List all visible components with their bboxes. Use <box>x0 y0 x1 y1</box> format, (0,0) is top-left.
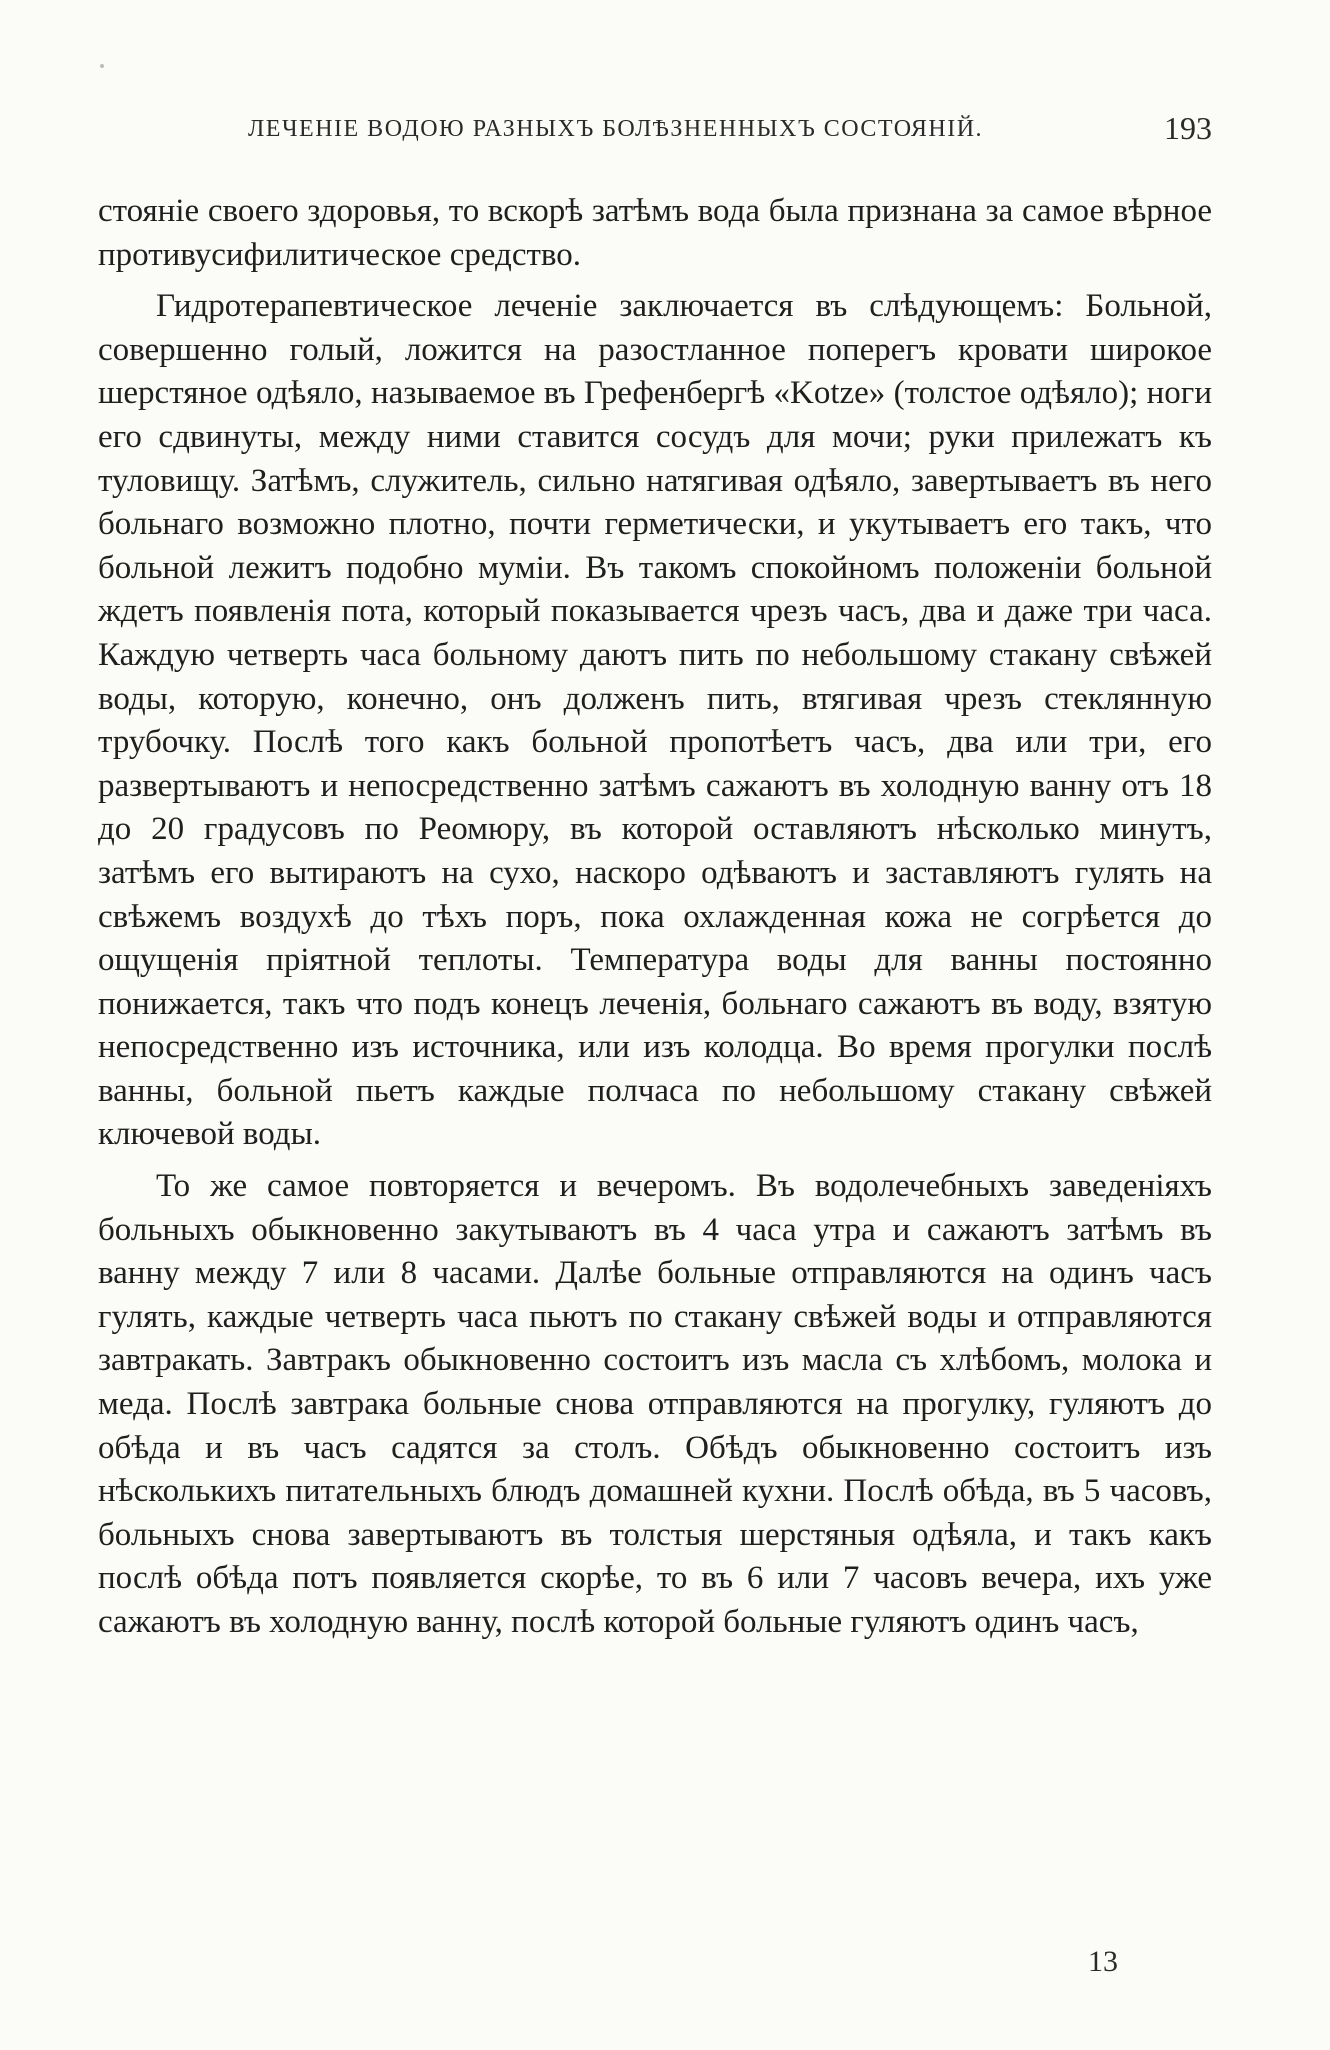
book-page <box>98 110 1212 1653</box>
running-head <box>248 110 1212 154</box>
signature-mark: 13 <box>1088 1945 1118 1978</box>
scan-speck <box>100 64 104 68</box>
paragraph: Гидротерапевтическое леченіе заключается въ слѣдующемъ: Больной, совершенно голый, ложится на разостланное поперегъ кровати широкое шерстяное одѣяло, называемое въ Грефенбергѣ «Kotze» (толстое одѣяло); ноги его сдвинуты, между ними ставится сосудъ для мочи; руки прилежатъ къ туловищу. Затѣмъ, служитель, сильно натягивая одѣяло, завертываетъ въ него больнаго возможно плотно, почти герметически, и укутываетъ его такъ, что больной лежитъ подобно муміи. Въ такомъ спокойномъ положеніи больной ждетъ появленія пота, который показывается чрезъ часъ, два и даже три часа. Каждую четверть часа больному даютъ пить по небольшому стакану свѣжей воды, которую, конечно, онъ долженъ пить, втягивая чрезъ стеклянную трубочку. Послѣ того какъ больной пропотѣетъ часъ, два или три, его развертываютъ и непосредственно затѣмъ сажаютъ въ холодную ванну отъ 18 до 20 градусовъ по Реомюру, въ которой оставляютъ нѣсколько минутъ, затѣмъ его вытираютъ на сухо, наскоро одѣваютъ и заставляютъ гулять на свѣжемъ воздухѣ до тѣхъ поръ, пока охлажденная кожа не согрѣется до ощущенія пріятной теплоты. Температура воды для ванны постоянно понижается, такъ что подъ конецъ леченія, больнаго сажаютъ въ воду, взятую непосредственно изъ источника, или изъ колодца. Во время прогулки послѣ ванны, больной пьетъ каждые полчаса по небольшому стакану свѣжей ключевой воды. <box>98 288 1212 1153</box>
page-number: 193 <box>1164 110 1212 146</box>
paragraph-continued: стояніе своего здоровья, то вскорѣ затѣмъ вода была признана за самое вѣрное противусифилитическое средство. <box>98 193 1212 273</box>
body-text <box>98 190 1212 1645</box>
paragraph: То же самое повторяется и вечеромъ. Въ водолечебныхъ заведеніяхъ больныхъ обыкновенно закутываютъ въ 4 часа утра и сажаютъ затѣмъ въ ванну между 7 или 8 часами. Далѣе больные отправляются на одинъ часъ гулять, каждые четверть часа пьютъ по стакану свѣжей воды и отправляются завтракать. Завтракъ обыкновенно состоитъ изъ масла съ хлѣбомъ, молока и меда. Послѣ завтрака больные снова отправляются на прогулку, гуляютъ до обѣда и въ часъ садятся за столъ. Обѣдъ обыкновенно состоитъ изъ нѣсколькихъ питательныхъ блюдъ домашней кухни. Послѣ обѣда, въ 5 часовъ, больныхъ снова завертываютъ въ толстыя шерстяныя одѣяла, и такъ какъ послѣ обѣда потъ появляется скорѣе, то въ 6 или 7 часовъ вечера, ихъ уже сажаютъ въ холодную ванну, послѣ которой больные гуляютъ одинъ часъ, <box>98 1168 1212 1640</box>
running-title: ЛЕЧЕНІЕ ВОДОЮ РАЗНЫХЪ БОЛѢЗНЕННЫХЪ СОСТОЯНІЙ. <box>248 116 984 142</box>
